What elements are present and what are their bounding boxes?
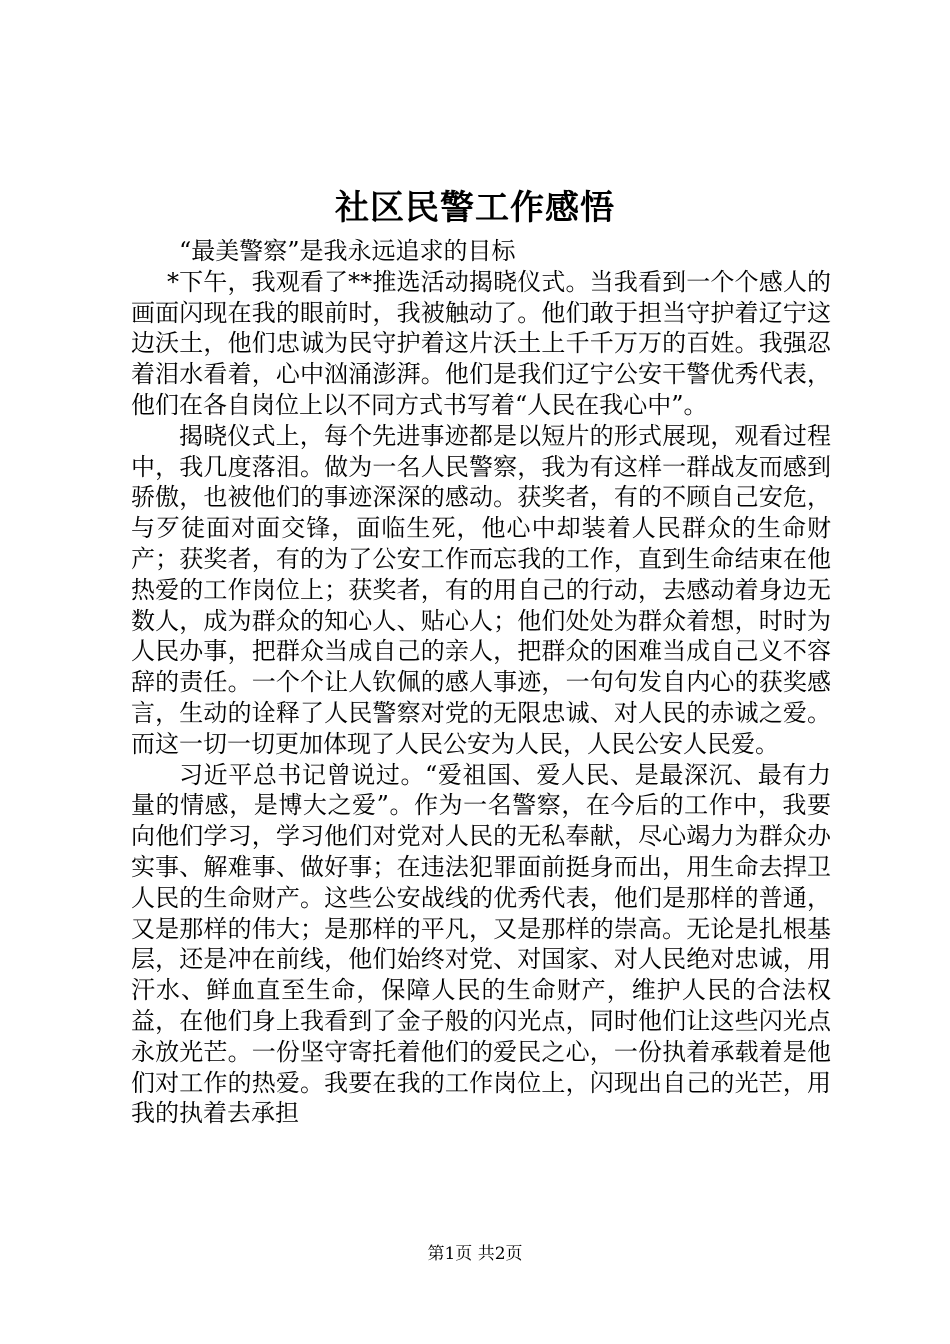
paragraph-1: *下午，我观看了**推选活动揭晓仪式。当我看到一个个感人的画面闪现在我的眼前时，我被触动了。他们敢于担当守护着辽宁这边沃土，他们忠诚为民守护着这片沃土上千千万万的百姓。我强忍着泪水看着，心中汹涌澎湃。他们是我们辽宁公安干警优秀代表，他们在各自岗位上以不同方式书写着“人民在我心中”。 <box>131 267 831 419</box>
document-title: 社区民警工作感悟 <box>335 188 615 228</box>
paragraph-3: 习近平总书记曾说过。“爱祖国、爱人民、是最深沉、最有力量的情感，是博大之爱”。作为一名警察，在今后的工作中，我要向他们学习，学习他们对党对人民的无私奉献，尽心竭力为群众办实事、解难事、做好事；在违法犯罪面前挺身而出，用生命去捍卫人民的生命财产。这些公安战线的优秀代表，他们是那样的普通，又是那样的伟大；是那样的平凡，又是那样的崇高。无论是扎根基层，还是冲在前线，他们始终对党、对国家、对人民绝对忠诚，用汗水、鲜血直至生命，保障人民的生命财产，维护人民的合法权益，在他们身上我看到了金子般的闪光点，同时他们让这些闪光点永放光芒。一份坚守寄托着他们的爱民之心，一份执着承载着是他们对工作的热爱。我要在我的工作岗位上，闪现出自己的光芒，用我的执着去承担 <box>131 760 831 1128</box>
document-subtitle: “最美警察”是我永远追求的目标 <box>179 237 516 265</box>
document-body <box>131 236 831 1129</box>
page-number-footer: 第1页 共2页 <box>427 1244 523 1264</box>
paragraph-2: 揭晓仪式上，每个先进事迹都是以短片的形式展现，观看过程中，我几度落泪。做为一名人民警察，我为有这样一群战友而感到骄傲，也被他们的事迹深深的感动。获奖者，有的不顾自己安危，与歹徒面对面交锋，面临生死，他心中却装着人民群众的生命财产；获奖者，有的为了公安工作而忘我的工作，直到生命结束在他热爱的工作岗位上；获奖者，有的用自己的行动，去感动着身边无数人，成为群众的知心人、贴心人；他们处处为群众着想，时时为人民办事，把群众当成自己的亲人，把群众的困难当成自己义不容辞的责任。一个个让人钦佩的感人事迹，一句句发自内心的获奖感言，生动的诠释了人民警察对党的无限忠诚、对人民的赤诚之爱。而这一切一切更加体现了人民公安为人民，人民公安人民爱。 <box>131 421 831 758</box>
